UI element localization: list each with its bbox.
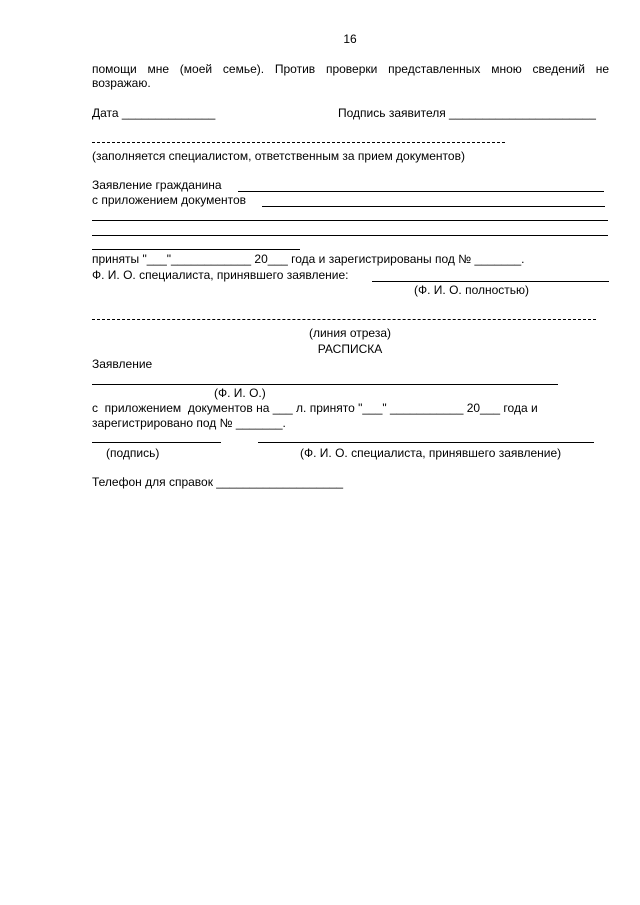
accepted-text: приняты "___"____________ 20___ года и зарегистрированы под № _______.: [92, 252, 525, 266]
citizen-label: Заявление гражданина: [92, 178, 222, 192]
receipt-title: РАСПИСКА: [317, 342, 383, 356]
receipt-accepted-line-1: с приложением документов на ___ л. принято "___" ___________ 20___ года и: [92, 401, 538, 415]
blank-line-1: [92, 220, 608, 221]
receipt-specialist-line: [258, 442, 594, 443]
blank-line-3: [92, 249, 300, 250]
blank-line-2: [92, 235, 608, 236]
page-number: 16: [343, 32, 357, 46]
receipt-fio-field-line: [92, 384, 558, 385]
date-label: Дата ______________: [92, 106, 216, 120]
receipt-signature-line: [92, 442, 221, 443]
attachments-field-line: [262, 206, 605, 207]
specialist-note: (заполняется специалистом, ответственным за прием документов): [92, 149, 465, 163]
full-name-hint: (Ф. И. О. полностью): [414, 283, 530, 297]
intro-line-1: помощи мне (моей семье). Против проверки представленных мною сведений не: [92, 62, 609, 76]
cut-line-label: (линия отреза): [308, 326, 392, 340]
receipt-fio-hint: (Ф. И. О.): [214, 386, 266, 400]
dashed-separator-top: [92, 142, 505, 143]
receipt-application-label: Заявление: [92, 357, 153, 371]
specialist-fio-field-line: [372, 281, 609, 282]
attachments-label: с приложением документов: [92, 193, 247, 207]
receipt-specialist-hint: (Ф. И. О. специалиста, принявшего заявление): [300, 446, 562, 460]
citizen-field-line: [238, 191, 604, 192]
receipt-signature-hint: (подпись): [106, 446, 160, 460]
cut-line: [92, 319, 596, 320]
receipt-accepted-line-2: зарегистрировано под № _______.: [92, 416, 286, 430]
phone-label: Телефон для справок ___________________: [92, 475, 344, 489]
intro-line-2: возражаю.: [92, 76, 151, 90]
specialist-fio-label: Ф. И. О. специалиста, принявшего заявление:: [92, 268, 349, 282]
signature-label: Подпись заявителя ______________________: [338, 106, 596, 120]
